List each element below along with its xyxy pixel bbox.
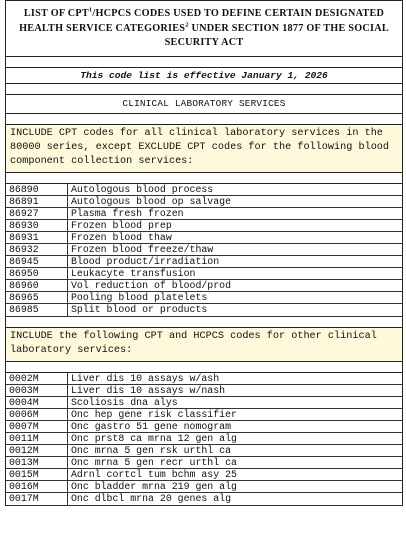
spacer-row bbox=[6, 57, 402, 68]
code-cell: 86965 bbox=[6, 292, 68, 303]
code-cell: 0016M bbox=[6, 481, 68, 492]
code-cell: 0015M bbox=[6, 469, 68, 480]
description-cell: Plasma fresh frozen bbox=[71, 207, 184, 219]
code-cell: 0007M bbox=[6, 421, 68, 432]
code-cell: 86945 bbox=[6, 256, 68, 267]
code-list-document bbox=[5, 0, 403, 506]
spacer-row bbox=[6, 114, 402, 125]
table-row bbox=[6, 445, 402, 457]
table-row bbox=[6, 184, 402, 196]
table-row bbox=[6, 457, 402, 469]
table-row bbox=[6, 292, 402, 304]
code-cell: 86960 bbox=[6, 280, 68, 291]
table-row bbox=[6, 493, 402, 505]
title-text-2: /HCPCS CODES USED TO DEFINE CERTAIN DESIGNATED HEALTH SERVICE CATEGORIES bbox=[19, 8, 385, 34]
spacer-row bbox=[6, 362, 402, 373]
code-cell: 0012M bbox=[6, 445, 68, 456]
description-cell: Frozen blood prep bbox=[71, 219, 172, 231]
description-cell: Split blood or products bbox=[71, 304, 208, 316]
section-title: CLINICAL LABORATORY SERVICES bbox=[6, 95, 402, 114]
spacer-row bbox=[6, 84, 402, 95]
code-cell: 0017M bbox=[6, 493, 68, 504]
description-cell: Blood product/irradiation bbox=[71, 256, 220, 268]
description-cell: Liver dis 10 assays w/nash bbox=[71, 384, 226, 396]
table-row bbox=[6, 208, 402, 220]
description-cell: Frozen blood thaw bbox=[71, 231, 172, 243]
description-cell: Autologous blood op salvage bbox=[71, 195, 232, 207]
table-row bbox=[6, 481, 402, 493]
include-note-lab: INCLUDE the following CPT and HCPCS codes for other clinical laboratory services: bbox=[6, 328, 402, 362]
footnote-ref-2: 2 bbox=[185, 21, 189, 29]
description-cell: Pooling blood platelets bbox=[71, 292, 208, 304]
code-cell: 86931 bbox=[6, 232, 68, 243]
description-cell: Onc prst8 ca mrna 12 gen alg bbox=[71, 433, 237, 444]
code-cell: 0004M bbox=[6, 397, 68, 408]
code-cell: 86985 bbox=[6, 304, 68, 315]
code-cell: 0011M bbox=[6, 433, 68, 444]
code-cell: 86950 bbox=[6, 268, 68, 279]
code-cell: 86932 bbox=[6, 244, 68, 255]
description-cell: Onc mrna 5 gen recr urthl ca bbox=[71, 457, 237, 469]
table-row bbox=[6, 304, 402, 316]
description-cell: Onc gastro 51 gene nomogram bbox=[71, 420, 232, 432]
code-cell: 86890 bbox=[6, 184, 68, 195]
table-row bbox=[6, 196, 402, 208]
footnote-ref-1: 1 bbox=[88, 6, 93, 14]
code-cell: 0002M bbox=[6, 373, 68, 384]
include-note-blood: INCLUDE CPT codes for all clinical laboratory services in the 80000 series, except EXCLUDE CPT codes for the following blood component collection services: bbox=[6, 125, 402, 173]
table-row bbox=[6, 373, 402, 385]
description-cell: Liver dis 10 assays w/ash bbox=[71, 372, 220, 384]
table-row bbox=[6, 433, 402, 445]
table-row bbox=[6, 220, 402, 232]
description-cell: Onc mrna 5 gen rsk urthl ca bbox=[71, 445, 232, 457]
title-text-1: LIST OF CPT bbox=[23, 8, 89, 19]
code-cell: 86927 bbox=[6, 208, 68, 219]
code-cell: 86891 bbox=[6, 196, 68, 207]
table-row bbox=[6, 244, 402, 256]
table-row bbox=[6, 268, 402, 280]
description-cell: Leukacyte transfusion bbox=[71, 268, 196, 280]
title-text-3: UNDER SECTION 1877 OF THE SOCIAL SECURITY ACT bbox=[164, 22, 389, 48]
table-row bbox=[6, 280, 402, 292]
effective-date-note: This code list is effective January 1, 2026 bbox=[6, 68, 402, 84]
table-row bbox=[6, 409, 402, 421]
table-row bbox=[6, 232, 402, 244]
table-row bbox=[6, 385, 402, 397]
table-row bbox=[6, 421, 402, 433]
code-cell: 0006M bbox=[6, 409, 68, 420]
code-cell: 0013M bbox=[6, 457, 68, 468]
description-cell: Frozen blood freeze/thaw bbox=[71, 243, 214, 255]
spacer-row bbox=[6, 317, 402, 328]
description-cell: Vol reduction of blood/prod bbox=[71, 280, 232, 292]
code-cell: 0003M bbox=[6, 385, 68, 396]
table-row bbox=[6, 397, 402, 409]
table-row bbox=[6, 256, 402, 268]
document-title bbox=[6, 0, 402, 57]
description-cell: Adrnl cortcl tum bchm asy 25 bbox=[71, 469, 237, 481]
spacer-row bbox=[6, 173, 402, 184]
blood-code-table bbox=[6, 184, 402, 317]
description-cell: Onc hep gene risk classifier bbox=[71, 408, 237, 420]
code-cell: 86930 bbox=[6, 220, 68, 231]
description-cell: Scoliosis dna alys bbox=[71, 396, 178, 408]
description-cell: Onc bladder mrna 219 gen alg bbox=[71, 481, 237, 493]
table-row bbox=[6, 469, 402, 481]
description-cell: Onc dlbcl mrna 20 genes alg bbox=[71, 493, 232, 505]
lab-code-table bbox=[6, 373, 402, 506]
description-cell: Autologous blood process bbox=[71, 183, 214, 195]
